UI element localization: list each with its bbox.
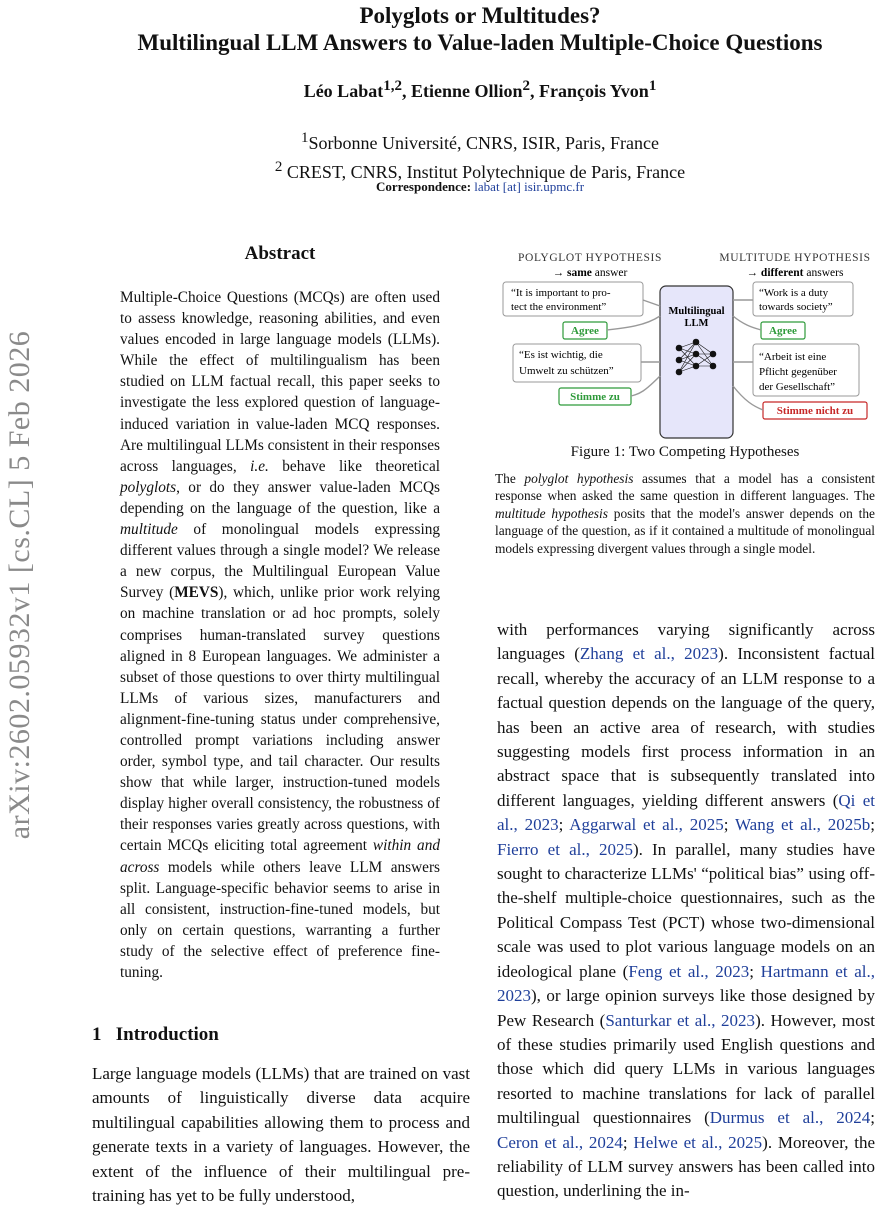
abstract-text: Multiple-Choice Questions (MCQs) are often used to assess knowledge, reasoning abilities, and even values encoded in large language models (LLMs). While the effect of multilingualism has been studied on LLM factual recall, this paper seeks to investigate the less explored question of language-induced variation in value-laden MCQ responses. Are multilingual LLMs consistent in their responses across languages, i.e. behave like theoretical polyglots, or do they answer value-laden MCQs depending on the language of the question, like a multitude of monolingual models expressing different values through a single model? We release a new corpus, the Multilingual European Value Survey (MEVS), which, unlike prior work relying on machine translation or ad hoc prompts, solely comprises human-translated survey questions aligned in 8 European languages. We administer a subset of those questions to over thirty multilingual LLMs of various sizes, manufacturers and alignment-fine-tuning status under comprehensive, controlled prompt variations including answer order, symbol type, and tail character. Our results show that while larger, instruction-tuned models display higher overall consistency, the robustness of their responses varies greatly across questions, with certain MCQs eliciting total agreement within and across models while others leave LLM answers split. Language-specific behavior seems to arise in all consistent, instruction-fine-tuned models, but only on certain questions, warranting a further study of the selective effect of preference fine-tuning. (120, 289, 440, 981)
right-answer-1: Agree (769, 325, 797, 337)
intro-left-column: Large language models (LLMs) that are trained on vast amounts of linguistically diverse data acquire multilingual capabilities allowing them to process and generate texts in a variety of languages. However, the extent of the influence of their multilingual pre-training has yet to be fully understood, (92, 1064, 470, 1206)
affil-text: Sorbonne Université, CNRS, ISIR, Paris, France (308, 133, 659, 153)
author: Etienne Ollion (410, 81, 523, 101)
section-title: Introduction (115, 1024, 219, 1045)
author-affil-mark: 1 (648, 78, 657, 94)
right-question-1: towards society” (759, 301, 833, 313)
title-line-1: Polyglots or Multitudes? (359, 3, 601, 28)
left-question-2: Umwelt zu schützen” (519, 365, 614, 377)
author: Léo Labat (303, 81, 384, 101)
right-question-2: Pflicht gegenüber (759, 366, 837, 378)
abstract-heading: Abstract (244, 243, 316, 264)
correspondence-email-link[interactable]: labat [at] isir.upmc.fr (474, 179, 585, 194)
arxiv-sidebar (2, 290, 38, 880)
affil-mark: 1 (301, 130, 309, 146)
right-question-1: “Work is a duty (759, 287, 829, 299)
affil-mark: 2 (274, 159, 283, 175)
title-line-2: Multilingual LLM Answers to Value-laden Multiple-Choice Questions (137, 30, 823, 55)
correspondence-label: Correspondence: (375, 179, 472, 194)
right-answer-2: Stimme nicht zu (776, 405, 854, 417)
affiliation (60, 126, 876, 155)
right-question-2: der Gesellschaft” (759, 381, 836, 393)
left-answer-2: Stimme zu (570, 391, 620, 403)
arxiv-identifier: arXiv:2602.05932v1 [cs.CL] 5 Feb 2026 (3, 330, 36, 840)
multitude-header: MULTITUDE HYPOTHESIS (719, 252, 871, 264)
llm-label-line1: Multilingual (668, 306, 725, 317)
llm-label-line2: LLM (684, 318, 709, 329)
author-affil-mark: 1,2 (383, 78, 402, 94)
correspondence (60, 179, 876, 195)
left-question-1: tect the environment” (511, 301, 607, 313)
intro-heading (92, 1024, 219, 1046)
figure-1 (495, 246, 875, 446)
section-number: 1 (92, 1024, 102, 1045)
affil-text: CREST, CNRS, Institut Polytechnique de Paris, France (286, 162, 686, 182)
polyglot-header: POLYGLOT HYPOTHESIS (518, 252, 662, 264)
author-affil-mark: 2 (522, 78, 530, 94)
left-answer-1: Agree (571, 325, 599, 337)
right-question-2: “Arbeit ist eine (759, 351, 827, 363)
left-question-1: “It is important to pro- (511, 287, 611, 299)
author-list: Léo Labat$^{1,2}$, Etienne Ollion$^2$, François Yvon$^1$ (303, 78, 657, 101)
polyglot-subheader: → same answer (552, 267, 628, 279)
left-question-2: “Es ist wichtig, die (519, 349, 603, 361)
author: François Yvon (538, 81, 649, 101)
paper-title (60, 2, 876, 56)
affiliations (60, 126, 876, 184)
intro-right-column: with performances varying significantly across languages (Zhang et al., 2023). Inconsistent factual recall, whereby the accuracy of an LLM response to a factual question depends on the language of the query, has been an active area of research, with studies suggesting models first process information in an abstract space that is subsequently translated into different languages, yielding different answers (Qi et al., 2023; Aggarwal et al., 2025; Wang et al., 2025b; Fierro et al., 2025). In parallel, many studies have sought to characterize LLMs' “political bias” using off-the-shelf multiple-choice questionnaires, such as the Political Compass Test (PCT) whose two-dimensional scale was used to plot various language models on an ideological plane (Feng et al., 2023; Hartmann et al., 2023), or large opinion surveys like those designed by Pew Research (Santurkar et al., 2023). However, most of these studies primarily used English questions and those which did query LLMs in various languages resorted to machine translations for lack of parallel multilingual questionnaires (Durmus et al., 2024; Ceron et al., 2024; Helwe et al., 2025). Moreover, the reliability of LLM survey answers has been called into question, underlining the in- (497, 620, 876, 1201)
figure-description: The polyglot hypothesis assumes that a model has a consistent response when asked the same question in different languages. The multitude hypothesis posits that the model's answer depends on the language of the question, as if it contained a multitude of monolingual models expressing divergent values through a single model. (495, 471, 875, 556)
multitude-subheader: → different answers (746, 267, 844, 279)
figure-caption: Figure 1: Two Competing Hypotheses (570, 444, 800, 460)
